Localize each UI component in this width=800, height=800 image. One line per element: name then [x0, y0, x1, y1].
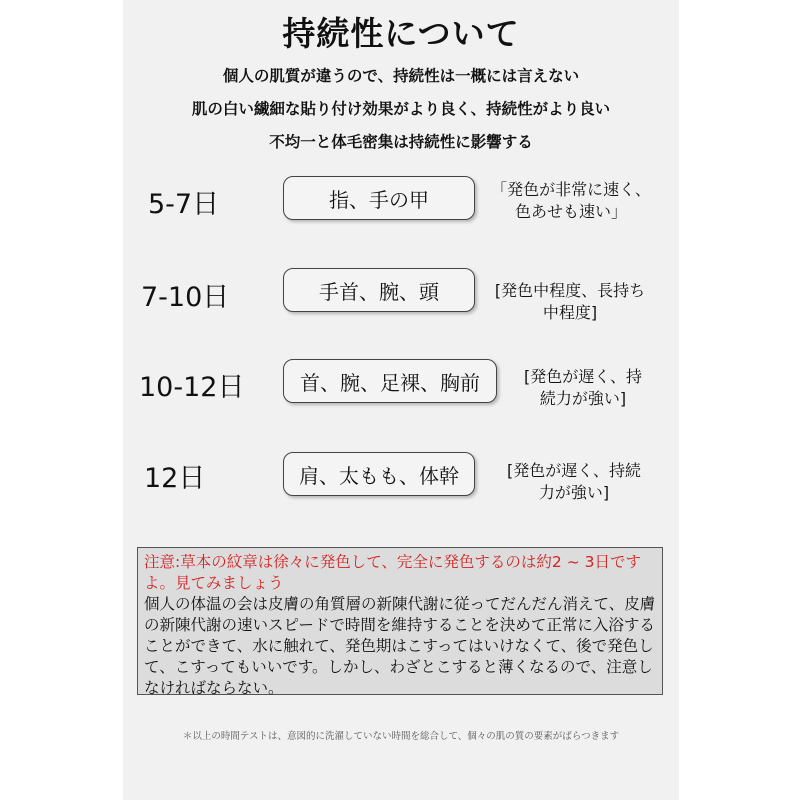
page-title: 持続性について: [282, 14, 520, 53]
row-days-2: 7-10日: [141, 282, 230, 313]
intro-line-3: 不均一と体毛密集は持続性に影響する: [269, 133, 533, 151]
row-area-3: [283, 359, 497, 403]
row-area-label-4: 肩、太もも、体幹: [299, 463, 459, 488]
row-days-1: 5-7日: [148, 189, 220, 220]
row-area-2: [283, 268, 475, 312]
row-desc-1-line-1: 「発色が非常に速く、: [491, 180, 651, 199]
row-area-label-1: 指、手の甲: [329, 187, 429, 212]
row-days-3: 10-12日: [139, 372, 245, 403]
row-desc-4-line-2: 力が強い]: [538, 483, 610, 502]
row-desc-3-line-1: [発色が遅く、持: [524, 367, 642, 386]
row-days-4: 12日: [144, 463, 206, 494]
row-desc-2-line-2: 中程度]: [542, 303, 598, 322]
note-warning: 注意:草本の紋章は徐々に発色して、完全に発色するのは約2 ~ 3日ですよ。見てみましょう: [144, 553, 641, 592]
row-area-4: [283, 452, 475, 496]
intro-line-1: 個人の肌質が違うので、持続性は一概には言えない: [222, 67, 580, 85]
row-desc-1: [486, 179, 656, 223]
row-area-1: [283, 176, 475, 220]
row-desc-3-line-2: 続力が強い]: [539, 389, 627, 408]
row-desc-3: [507, 366, 659, 410]
row-area-label-2: 手首、腕、頭: [319, 279, 439, 304]
row-desc-4: [494, 460, 654, 504]
row-desc-2-line-1: [発色中程度、長持ち: [494, 281, 646, 300]
row-area-label-3: 首、腕、足裸、胸前: [300, 370, 480, 395]
row-desc-4-line-1: [発色が遅く、持続: [507, 461, 641, 480]
note-box: [137, 547, 663, 695]
footnote: ＊以上の時間テストは、意図的に洗濯していない時間を総合して、個々の肌の質の要素がばらつきます: [182, 731, 620, 742]
intro-line-2: 肌の白い繊細な貼り付け効果がより良く、持続性がより良い: [191, 100, 611, 118]
note-body: 個人の体温の会は皮膚の角質層の新陳代謝に従ってだんだん消えて、皮膚の新陳代謝の速いスピードで時間を維持することを決めて正常に入浴することができて、水に触れて、発色期はこすってはいけなくて、後で発色して、こすってもいいです。しかし、わざとこすると薄くなるので、注意しなければならない。: [144, 595, 656, 697]
row-desc-1-line-2: 色あせも速い」: [514, 202, 627, 221]
row-desc-2: [484, 280, 656, 324]
